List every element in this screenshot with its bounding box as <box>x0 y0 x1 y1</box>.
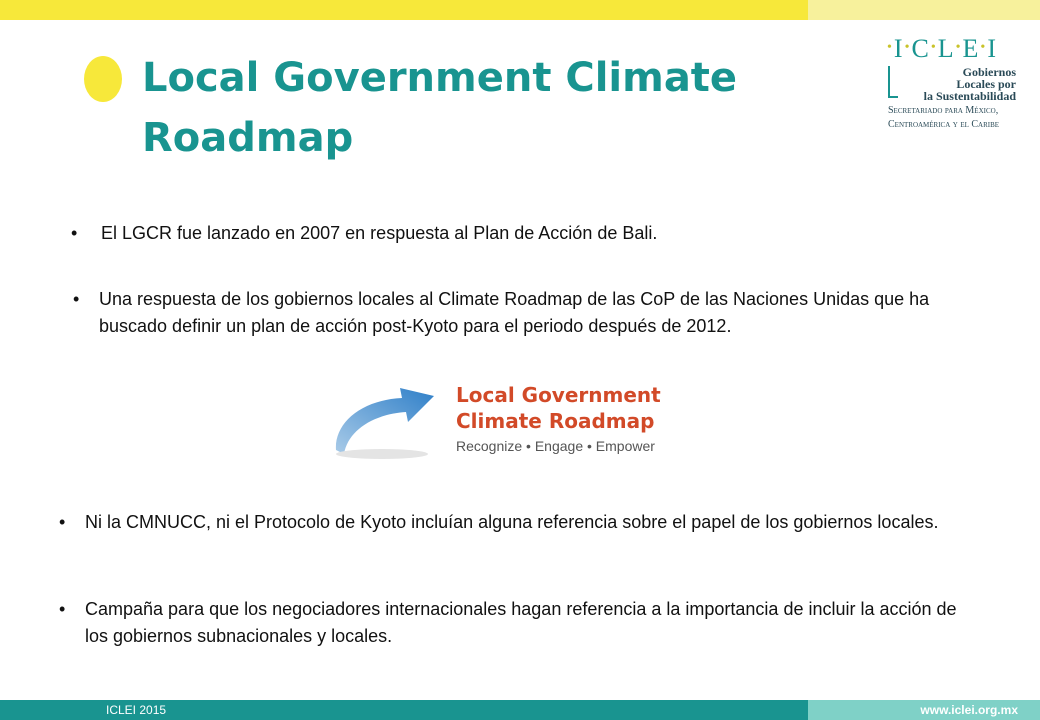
lgcr-arrow-icon <box>330 378 460 464</box>
footer-website-link[interactable]: www.iclei.org.mx <box>920 703 1018 717</box>
iclei-logo-letters: •I•C•L•E•I <box>887 34 997 63</box>
lgcr-logo-line2: Climate Roadmap <box>456 409 655 433</box>
bullet-lgcr-launch: • El LGCR fue lanzado en 2007 en respuesta al Plan de Acción de Bali. <box>101 220 921 247</box>
bullet-campaign: • Campaña para que los negociadores internacionales hagan referencia a la importancia de incluir la acción de los gobiernos subnacionales y locales. <box>85 596 965 650</box>
bullet-cmnucc-kyoto: • Ni la CMNUCC, ni el Protocolo de Kyoto incluían alguna referencia sobre el papel de los gobiernos locales. <box>85 509 965 536</box>
footer-copyright: ICLEI 2015 <box>106 703 167 717</box>
top-accent-bar-light <box>808 0 1040 20</box>
lgcr-logo-tagline: Recognize • Engage • Empower <box>456 438 655 454</box>
slide-title: Local Government Climate Roadmap <box>142 55 738 161</box>
top-accent-bar <box>0 0 808 20</box>
lgcr-logo-line1: Local Government <box>456 383 661 407</box>
logo-secretariat: Secretariado para México, Centroamérica y el Caribe <box>888 105 1000 130</box>
lgcr-logo <box>330 378 680 464</box>
title-bullet-dot <box>84 56 122 102</box>
logo-corner-bracket <box>888 66 898 98</box>
bullet-local-response: • Una respuesta de los gobiernos locales al Climate Roadmap de las CoP de las Naciones Unidas que ha buscado definir un plan de acción post-Kyoto para el periodo después de 2012. <box>99 286 969 340</box>
iclei-logo <box>882 34 1016 130</box>
logo-tagline: Gobiernos Locales por la Sustentabilidad <box>923 65 1016 103</box>
